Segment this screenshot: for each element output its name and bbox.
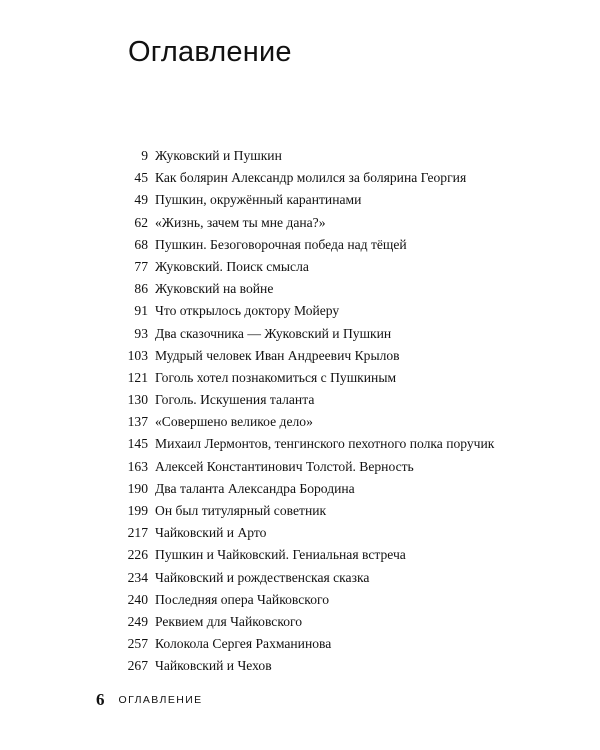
toc-page-number: 45 — [134, 170, 148, 186]
toc-page-number: 103 — [127, 347, 148, 363]
toc-page-number: 137 — [127, 414, 148, 430]
toc-page-number: 257 — [127, 636, 148, 652]
toc-entry-title: Последняя опера Чайковского — [155, 591, 330, 607]
toc-page-number: 68 — [134, 236, 148, 252]
page-number: 6 — [96, 690, 105, 709]
toc-page-number: 62 — [134, 214, 148, 230]
toc-page-number: 234 — [127, 569, 148, 585]
toc-entry-title: Колокола Сергея Рахманинова — [155, 636, 332, 652]
toc-page-number: 77 — [134, 258, 148, 274]
toc-entry-title: Что открылось доктору Мойеру — [155, 303, 340, 319]
toc-entry-title: Как болярин Александр молился за болярина Георгия — [155, 170, 467, 186]
toc-entry[interactable] — [0, 323, 600, 345]
toc-page-number: 190 — [127, 480, 148, 496]
table-of-contents — [0, 145, 600, 678]
toc-entry[interactable] — [0, 145, 600, 167]
toc-entry-title: Жуковский на войне — [155, 281, 274, 297]
toc-entry[interactable] — [0, 544, 600, 566]
toc-entry[interactable] — [0, 367, 600, 389]
toc-page-number: 91 — [134, 303, 148, 319]
toc-entry[interactable] — [0, 212, 600, 234]
toc-page-number: 163 — [127, 458, 148, 474]
toc-entry[interactable] — [0, 278, 600, 300]
toc-entry-title: Два сказочника — Жуковский и Пушкин — [155, 325, 392, 341]
toc-entry-title: Пушкин, окружённый карантинами — [155, 192, 362, 208]
toc-page-number: 226 — [127, 547, 148, 563]
toc-entry[interactable] — [0, 522, 600, 544]
toc-entry-title: Алексей Константинович Толстой. Верность — [155, 458, 414, 474]
toc-entry[interactable] — [0, 256, 600, 278]
toc-entry[interactable] — [0, 234, 600, 256]
toc-entry-title: Гоголь хотел познакомиться с Пушкиным — [155, 369, 397, 385]
toc-page-number: 199 — [127, 503, 148, 518]
toc-entry[interactable] — [0, 389, 600, 411]
toc-entry[interactable] — [0, 345, 600, 367]
toc-entry[interactable] — [0, 433, 600, 455]
toc-page-number: 249 — [127, 613, 148, 629]
toc-page-number: 217 — [127, 525, 148, 541]
toc-page-number: 130 — [127, 392, 148, 408]
toc-page-number: 145 — [127, 436, 148, 452]
toc-page-number: 121 — [127, 369, 148, 385]
toc-page-number: 267 — [127, 658, 148, 674]
toc-entry-title: Жуковский и Пушкин — [155, 148, 282, 163]
toc-page-number: 9 — [141, 148, 148, 163]
toc-entry[interactable] — [0, 589, 600, 611]
toc-entry-title: «Жизнь, зачем ты мне дана?» — [155, 214, 326, 230]
running-head: ОГЛАВЛЕНИЕ — [118, 694, 203, 706]
toc-page-number: 49 — [134, 192, 148, 208]
toc-entry[interactable] — [0, 500, 600, 522]
toc-entry[interactable] — [0, 478, 600, 500]
toc-page-number: 93 — [134, 325, 148, 341]
page-title: Оглавление — [128, 36, 292, 68]
toc-entry-title: Мудрый человек Иван Андреевич Крылов — [155, 347, 400, 363]
toc-entry-title: Пушкин. Безоговорочная победа над тёщей — [155, 236, 407, 252]
toc-entry[interactable] — [0, 189, 600, 211]
toc-entry-title: Реквием для Чайковского — [155, 613, 303, 629]
toc-entry[interactable] — [0, 456, 600, 478]
toc-entry[interactable] — [0, 411, 600, 433]
toc-entry-title: Михаил Лермонтов, тенгинского пехотного полка поручик — [155, 436, 495, 452]
toc-entry[interactable] — [0, 655, 600, 677]
toc-entry-title: «Совершено великое дело» — [155, 414, 313, 430]
toc-entry-title: Чайковский и рождественская сказка — [155, 569, 370, 585]
toc-entry[interactable] — [0, 567, 600, 589]
toc-entry[interactable] — [0, 167, 600, 189]
toc-entry-title: Пушкин и Чайковский. Гениальная встреча — [155, 547, 406, 563]
toc-entry-title: Чайковский и Чехов — [155, 658, 272, 674]
page-footer — [96, 690, 203, 710]
toc-entry[interactable] — [0, 611, 600, 633]
toc-entry-title: Он был титулярный советник — [155, 503, 327, 518]
toc-entry-title: Два таланта Александра Бородина — [155, 480, 355, 496]
toc-page-number: 86 — [134, 281, 148, 297]
toc-entry-title: Гоголь. Искушения таланта — [155, 392, 315, 408]
toc-entry-title: Чайковский и Арто — [155, 525, 267, 541]
toc-entry[interactable] — [0, 633, 600, 655]
toc-page-number: 240 — [127, 591, 148, 607]
toc-entry-title: Жуковский. Поиск смысла — [155, 258, 309, 274]
toc-entry[interactable] — [0, 300, 600, 322]
